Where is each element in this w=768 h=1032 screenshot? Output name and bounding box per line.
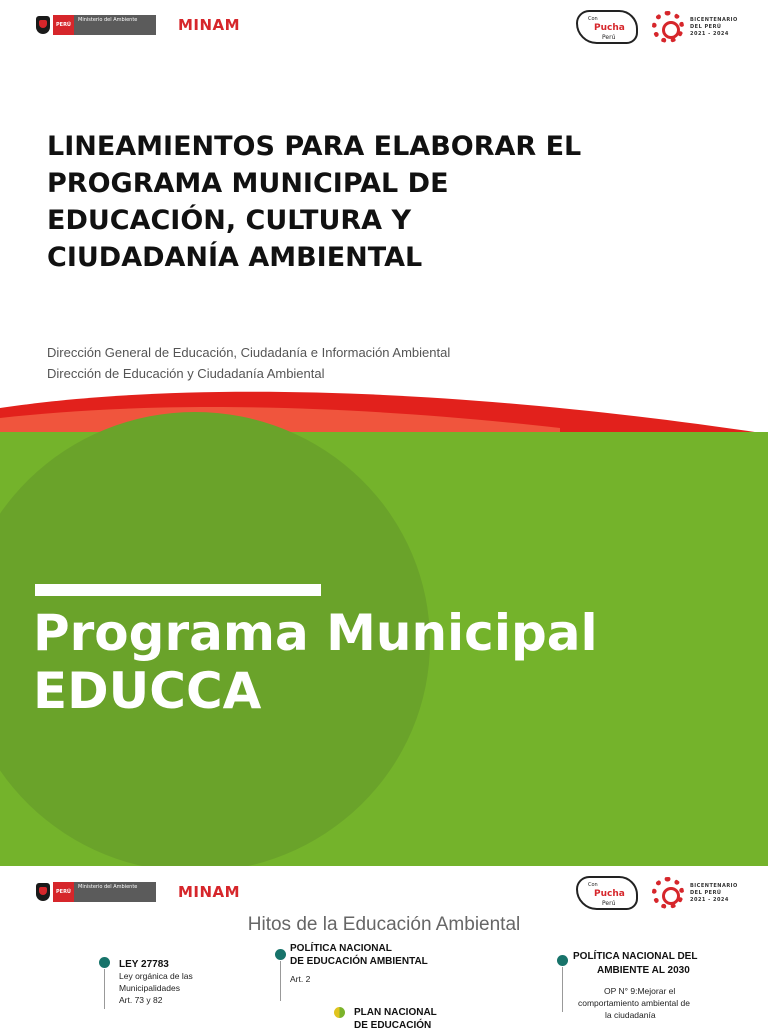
peru-label: PERÚ [53, 882, 74, 902]
milestone-plan-title: PLAN NACIONAL [354, 1007, 437, 1018]
subtitle-direction-general: Dirección General de Educación, Ciudadanía e Información Ambiental [47, 345, 451, 360]
program-title [33, 604, 753, 720]
milestone-line [280, 961, 281, 1001]
con-pucha-peru-logo [576, 876, 638, 910]
peru-shield-icon [36, 16, 50, 34]
pucha-mid-text: Pucha [594, 889, 625, 899]
title-line: CIUDADANÍA AMBIENTAL [47, 242, 423, 273]
green-banner [0, 432, 768, 866]
header-logos-left [36, 15, 240, 35]
pucha-bottom-text: Perú [602, 34, 616, 41]
header-logos-left [36, 882, 240, 902]
milestone-ambiente-title: AMBIENTE AL 2030 [597, 965, 690, 976]
bicentenario-label [690, 17, 738, 38]
peru-shield-icon [36, 883, 50, 901]
milestone-dot-icon [275, 949, 286, 960]
ministry-label: Ministerio del Ambiente [74, 15, 156, 35]
milestone-dot-icon [334, 1007, 345, 1018]
header-logos-right [576, 876, 738, 910]
program-line1: Programa Municipal [33, 604, 598, 662]
minam-logo: MINAM [178, 16, 241, 34]
subtitle-direction: Dirección de Educación y Ciudadanía Ambiental [47, 366, 325, 381]
document-title [47, 128, 707, 276]
bicentenario-sun-icon [652, 877, 684, 909]
peru-label: PERÚ [53, 15, 74, 35]
white-accent-bar [35, 584, 321, 596]
pucha-top-text: Con [588, 882, 598, 888]
title-line: LINEAMIENTOS PARA ELABORAR EL [47, 131, 582, 162]
pucha-bottom-text: Perú [602, 900, 616, 907]
milestone-ley-text: Municipalidades [119, 983, 180, 993]
slide-hitos [0, 866, 768, 1031]
bicentenario-label [690, 883, 738, 904]
milestone-dot-icon [99, 957, 110, 968]
milestone-ley-text: Ley orgánica de las [119, 971, 193, 981]
milestone-ambiente-title: POLÍTICA NACIONAL DEL [573, 951, 698, 962]
milestone-plan-title: DE EDUCACIÓN [354, 1020, 432, 1031]
milestone-politica-title: DE EDUCACIÓN AMBIENTAL [290, 956, 428, 967]
header-logos-right [576, 10, 738, 44]
milestone-politica-title: POLÍTICA NACIONAL [290, 943, 392, 954]
minam-logo: MINAM [178, 883, 241, 901]
bicentenario-line1: BICENTENARIO [690, 16, 738, 23]
bicentenario-years: 2021 - 2024 [690, 30, 729, 37]
milestone-line [104, 969, 105, 1009]
milestone-line [562, 967, 563, 1012]
milestone-ambiente-text: la ciudadanía [605, 1010, 656, 1020]
pucha-top-text: Con [588, 16, 598, 22]
bicentenario-sun-icon [652, 11, 684, 43]
milestone-ley-text: Art. 73 y 82 [119, 995, 163, 1005]
hitos-heading: Hitos de la Educación Ambiental [247, 914, 521, 935]
milestone-ley-title: LEY 27783 [119, 959, 169, 970]
milestone-politica-text: Art. 2 [290, 974, 311, 984]
bicentenario-line1: BICENTENARIO [690, 882, 738, 889]
bicentenario-line2: DEL PERÚ [690, 23, 722, 30]
pucha-mid-text: Pucha [594, 23, 625, 33]
milestone-ambiente-text: OP N° 9:Mejorar el [604, 986, 676, 996]
program-line2: EDUCCA [33, 662, 262, 720]
bicentenario-line2: DEL PERÚ [690, 889, 722, 896]
title-line: PROGRAMA MUNICIPAL DE [47, 168, 449, 199]
milestone-ambiente-text: comportamiento ambiental de [578, 998, 690, 1008]
con-pucha-peru-logo [576, 10, 638, 44]
title-line: EDUCACIÓN, CULTURA Y [47, 205, 412, 236]
ministry-label: Ministerio del Ambiente [74, 882, 156, 902]
milestone-dot-icon [557, 955, 568, 966]
bicentenario-years: 2021 - 2024 [690, 896, 729, 903]
